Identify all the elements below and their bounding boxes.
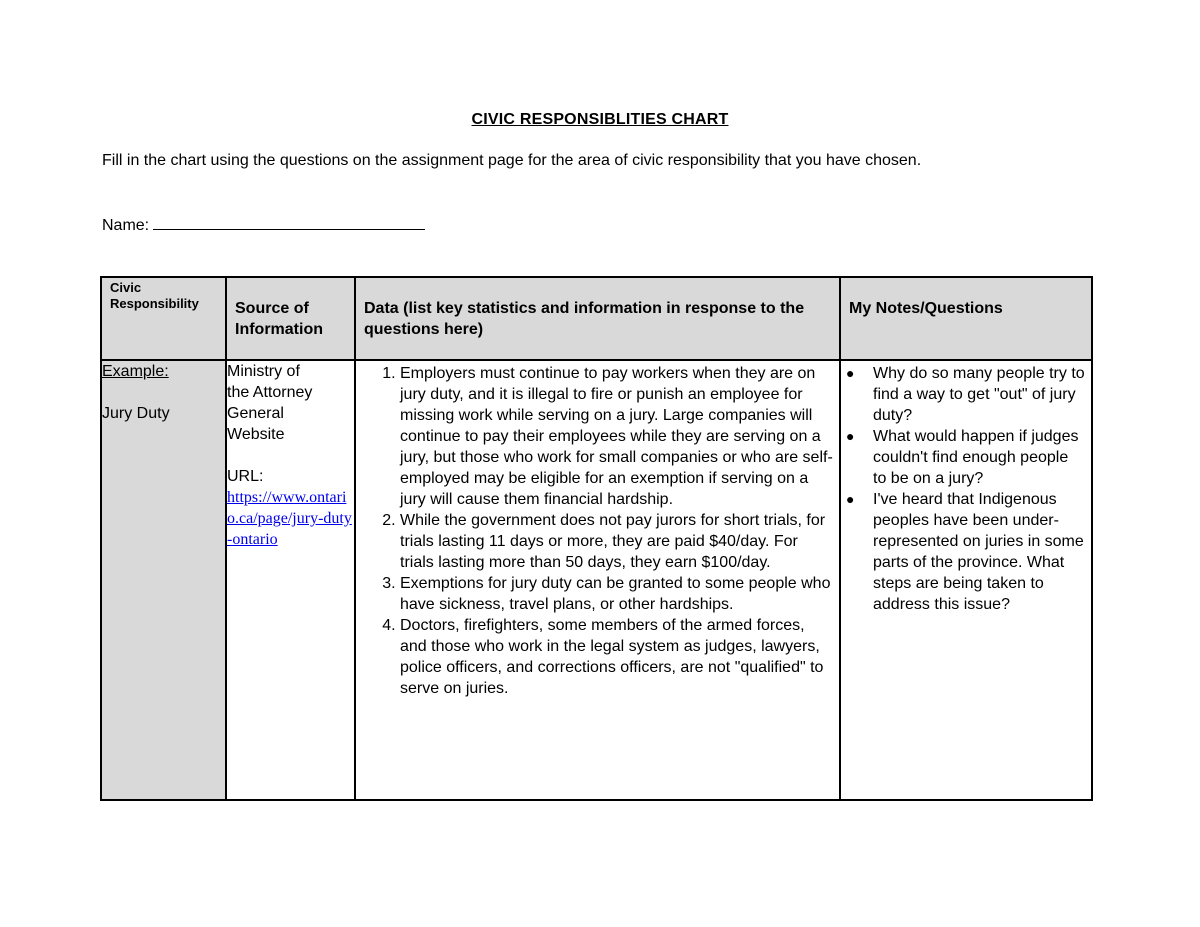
list-item: ● Why do so many people try to find a way to get "out" of jury duty? [846, 365, 1085, 424]
header-source-of-information: Source of Information [226, 277, 355, 360]
cell-notes [840, 360, 1092, 800]
example-label: Example: [102, 363, 169, 380]
table-row [101, 360, 1092, 800]
bullet-icon: ● [846, 491, 855, 507]
list-item: ● What would happen if judges couldn't find enough people to be on a jury? [846, 428, 1079, 487]
list-item: 4. Doctors, firefighters, some members of the armed forces, and those who work in the legal system as judges, lawyers, police officers, and corrections officers, are not "qualified" to serve on juries. [400, 615, 833, 699]
cell-data [355, 360, 840, 800]
list-item: 1. Employers must continue to pay workers when they are on jury duty, and it is illegal to fire or punish an employee for missing work while serving on a jury. Large companies will continue to pay their employees while they are serving on a jury, but those who work for small companies or who are self-employed may be eligible for an exemption if serving on a jury will cause them financial hardship. [400, 363, 833, 510]
list-item: 2. While the government does not pay jurors for short trials, for trials lasting 11 days or more, they are paid $40/day. For trials lasting more than 50 days, they earn $100/day. [400, 510, 833, 573]
bullet-icon: ● [846, 428, 855, 444]
responsibility-name: Jury Duty [102, 405, 170, 422]
table-header-row [101, 277, 1092, 360]
url-label: URL: [227, 468, 264, 485]
cell-civic-responsibility [101, 360, 226, 800]
list-item: 3. Exemptions for jury duty can be granted to some people who have sickness, travel plans, or other hardships. [400, 573, 833, 615]
bullet-icon: ● [846, 365, 855, 381]
cell-source: Ministry of the Attorney General Website URL: https://www.ontario.ca/page/jury-duty-ontario [226, 360, 355, 800]
header-data: Data (list key statistics and information in response to the questions here) [355, 277, 840, 360]
data-list [356, 363, 839, 699]
header-civic-responsibility: Civic Responsibility [101, 277, 226, 360]
instructions-text: Fill in the chart using the questions on the assignment page for the area of civic responsibility that you have chosen. [102, 152, 922, 169]
document-title: CIVIC RESPONSIBLITIES CHART [471, 111, 729, 128]
list-item: ● I've heard that Indigenous peoples have been under-represented on juries in some parts of the province. What steps are being taken to address this issue? [846, 491, 1084, 613]
source-url-link[interactable]: https://www.ontario.ca/page/jury-duty-ontario [227, 489, 352, 548]
name-blank-field[interactable] [153, 216, 425, 230]
name-line [102, 216, 425, 235]
header-notes-questions: My Notes/Questions [840, 277, 1092, 360]
name-label: Name: [102, 217, 150, 234]
civic-responsibilities-table [100, 276, 1093, 801]
notes-list [841, 363, 1091, 615]
